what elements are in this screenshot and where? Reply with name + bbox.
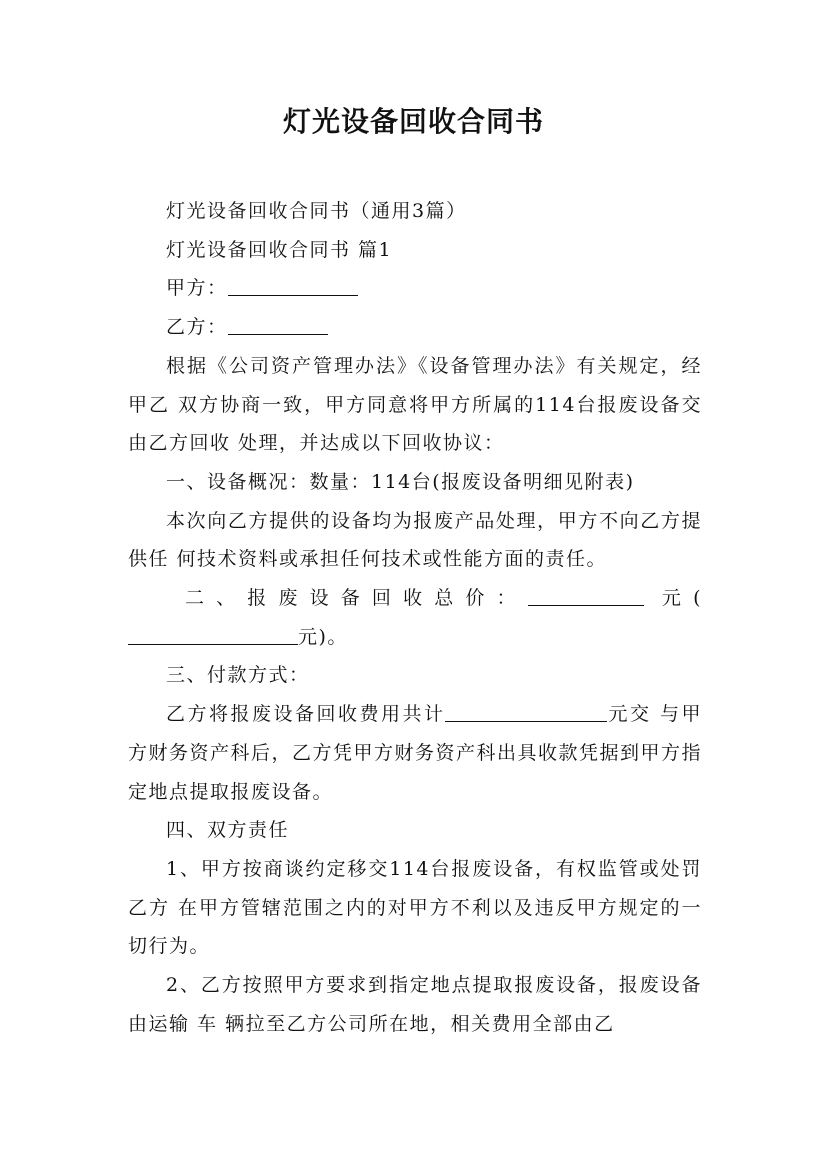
- total-price-label: 二、报废设备回收总价：: [185, 587, 528, 610]
- document-body: [128, 192, 702, 1043]
- total-price-unit: 元: [661, 587, 694, 610]
- document-title: 灯光设备回收合同书: [282, 105, 544, 138]
- paragraph-section-heading: 灯光设备回收合同书 篇1: [166, 238, 393, 261]
- party-b-blank-line: [228, 315, 328, 335]
- paragraph-party-b: [128, 308, 702, 347]
- paragraph-equipment-disclaimer: 本次向乙方提供的设备均为报废产品处理，甲方不向乙方提供任 何技术资料或承担任何技术或性能方面的责任。: [128, 509, 702, 571]
- paragraph-total-price: [128, 579, 702, 656]
- party-a-label: 甲方：: [166, 277, 228, 300]
- total-price-open-paren: (: [693, 587, 702, 610]
- paragraph-equipment-overview: 一、设备概况：数量：114台(报废设备明细见附表): [166, 470, 635, 493]
- paragraph-responsibility-2: 2、乙方按照甲方要求到指定地点提取报废设备，报废设备由运输 车 辆拉至乙方公司所在地，相关费用全部由乙: [128, 974, 702, 1035]
- total-price-uppercase-blank-line: [128, 625, 298, 645]
- paragraph-responsibilities-heading: 四、双方责任: [166, 819, 290, 842]
- paragraph-subtitle: 灯光设备回收合同书（通用3篇）: [166, 200, 467, 222]
- paragraph-payment-heading: 三、付款方式：: [166, 664, 310, 687]
- paragraph-preamble: 根据《公司资产管理办法》《设备管理办法》有关规定，经甲乙 双方协商一致，甲方同意将甲方所属的114台报废设备交由乙方回收 处理，并达成以下回收协议：: [128, 354, 702, 455]
- total-price-uppercase-unit: 元)。: [298, 625, 348, 648]
- payment-terms-rest: 元交 与甲方财务资产科后，乙方凭甲方财务资产科出具收款凭据到甲方指定地点提取报废设备。: [128, 703, 703, 803]
- paragraph-responsibility-1: 1、甲方按商谈约定移交114台报废设备，有权监管或处罚乙方 在甲方管辖范围之内的对甲方不利以及违反甲方规定的一切行为。: [128, 857, 702, 958]
- payment-terms-lead: 乙方将报废设备回收费用共计: [166, 703, 446, 726]
- total-price-blank-line: [528, 586, 644, 606]
- party-b-label: 乙方：: [166, 316, 228, 339]
- party-a-blank-line: [228, 276, 358, 296]
- paragraph-party-a: [128, 269, 702, 308]
- paragraph-payment-terms: [128, 695, 702, 811]
- payment-amount-blank-line: [445, 702, 607, 722]
